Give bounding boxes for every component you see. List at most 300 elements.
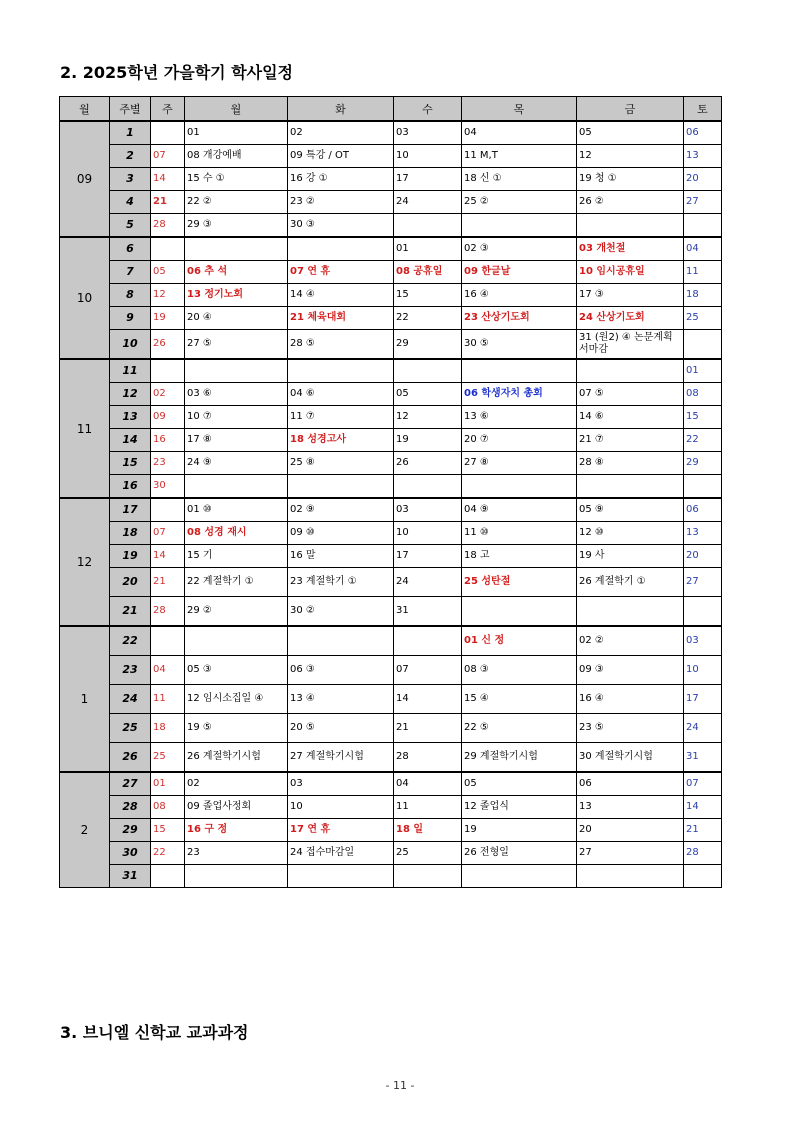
day-cell-sun: 26 xyxy=(151,330,185,360)
day-cell-tue xyxy=(288,626,394,656)
day-cell-thu: 06 학생자치 총회 xyxy=(462,383,577,406)
day-cell-thu xyxy=(462,214,577,238)
day-cell-tue: 18 성경고사 xyxy=(288,429,394,452)
header-thursday: 목 xyxy=(462,97,577,122)
day-cell-sat xyxy=(684,214,722,238)
table-row xyxy=(60,842,722,865)
day-cell-sun: 23 xyxy=(151,452,185,475)
day-cell-wed: 18 일 xyxy=(394,819,462,842)
day-cell-thu: 08 ③ xyxy=(462,656,577,685)
month-label: 09 xyxy=(60,121,110,237)
table-row xyxy=(60,597,722,627)
day-cell-wed xyxy=(394,359,462,383)
day-cell-mon: 02 xyxy=(185,772,288,796)
week-number: 24 xyxy=(110,685,151,714)
day-cell-fri: 06 xyxy=(577,772,684,796)
day-cell-mon: 19 ⑤ xyxy=(185,714,288,743)
day-cell-sat: 17 xyxy=(684,685,722,714)
day-cell-wed: 22 xyxy=(394,307,462,330)
week-number: 17 xyxy=(110,498,151,522)
week-number: 6 xyxy=(110,237,151,261)
day-cell-fri: 27 xyxy=(577,842,684,865)
day-cell-fri: 19 청 ① xyxy=(577,168,684,191)
week-number: 11 xyxy=(110,359,151,383)
day-cell-fri: 16 ④ xyxy=(577,685,684,714)
day-cell-tue: 20 ⑤ xyxy=(288,714,394,743)
day-cell-tue xyxy=(288,475,394,499)
week-number: 29 xyxy=(110,819,151,842)
day-cell-sat: 04 xyxy=(684,237,722,261)
day-cell-tue: 07 연 휴 xyxy=(288,261,394,284)
day-cell-sun: 25 xyxy=(151,743,185,773)
table-row xyxy=(60,214,722,238)
day-cell-fri xyxy=(577,865,684,888)
day-cell-tue: 09 특강 / OT xyxy=(288,145,394,168)
day-cell-fri: 30 계절학기시험 xyxy=(577,743,684,773)
day-cell-sat: 29 xyxy=(684,452,722,475)
day-cell-sat: 20 xyxy=(684,168,722,191)
day-cell-fri: 17 ③ xyxy=(577,284,684,307)
day-cell-sun: 14 xyxy=(151,168,185,191)
day-cell-mon: 03 ⑥ xyxy=(185,383,288,406)
day-cell-sun: 11 xyxy=(151,685,185,714)
day-cell-mon xyxy=(185,475,288,499)
day-cell-wed xyxy=(394,475,462,499)
day-cell-wed: 26 xyxy=(394,452,462,475)
day-cell-wed: 15 xyxy=(394,284,462,307)
day-cell-tue: 06 ③ xyxy=(288,656,394,685)
header-month: 월 xyxy=(60,97,110,122)
day-cell-thu: 09 한글날 xyxy=(462,261,577,284)
day-cell-sat xyxy=(684,597,722,627)
day-cell-mon: 06 추 석 xyxy=(185,261,288,284)
table-row xyxy=(60,452,722,475)
day-cell-sat: 13 xyxy=(684,145,722,168)
month-label: 11 xyxy=(60,359,110,498)
day-cell-thu: 13 ⑥ xyxy=(462,406,577,429)
day-cell-sun: 15 xyxy=(151,819,185,842)
table-row xyxy=(60,796,722,819)
day-cell-mon: 27 ⑤ xyxy=(185,330,288,360)
table-row xyxy=(60,237,722,261)
day-cell-sun: 05 xyxy=(151,261,185,284)
day-cell-fri: 23 ⑤ xyxy=(577,714,684,743)
day-cell-thu: 16 ④ xyxy=(462,284,577,307)
day-cell-thu: 05 xyxy=(462,772,577,796)
day-cell-thu: 23 산상기도회 xyxy=(462,307,577,330)
day-cell-thu: 11 M,T xyxy=(462,145,577,168)
day-cell-sat: 01 xyxy=(684,359,722,383)
day-cell-wed: 28 xyxy=(394,743,462,773)
day-cell-sun xyxy=(151,237,185,261)
day-cell-tue xyxy=(288,865,394,888)
day-cell-mon: 22 ② xyxy=(185,191,288,214)
day-cell-fri xyxy=(577,597,684,627)
day-cell-sat xyxy=(684,330,722,360)
day-cell-tue: 23 ② xyxy=(288,191,394,214)
table-row xyxy=(60,383,722,406)
week-number: 15 xyxy=(110,452,151,475)
day-cell-sat: 13 xyxy=(684,522,722,545)
day-cell-wed: 04 xyxy=(394,772,462,796)
table-row xyxy=(60,475,722,499)
day-cell-sun: 07 xyxy=(151,145,185,168)
day-cell-thu: 18 고 xyxy=(462,545,577,568)
day-cell-sat: 28 xyxy=(684,842,722,865)
header-wednesday: 수 xyxy=(394,97,462,122)
section-title-schedule: 2. 2025학년 가을학기 학사일정 xyxy=(60,63,294,82)
day-cell-sat: 18 xyxy=(684,284,722,307)
day-cell-thu: 19 xyxy=(462,819,577,842)
day-cell-fri: 20 xyxy=(577,819,684,842)
day-cell-sat: 14 xyxy=(684,796,722,819)
day-cell-mon: 01 ⑩ xyxy=(185,498,288,522)
day-cell-sun xyxy=(151,498,185,522)
day-cell-thu: 01 신 정 xyxy=(462,626,577,656)
academic-calendar-table xyxy=(59,96,722,888)
day-cell-mon: 23 xyxy=(185,842,288,865)
day-cell-wed xyxy=(394,214,462,238)
day-cell-mon: 10 ⑦ xyxy=(185,406,288,429)
header-friday: 금 xyxy=(577,97,684,122)
day-cell-sun xyxy=(151,359,185,383)
day-cell-thu xyxy=(462,865,577,888)
day-cell-thu: 26 전형일 xyxy=(462,842,577,865)
day-cell-mon xyxy=(185,359,288,383)
day-cell-fri: 10 임시공휴일 xyxy=(577,261,684,284)
day-cell-mon: 22 계절학기 ① xyxy=(185,568,288,597)
week-number: 13 xyxy=(110,406,151,429)
day-cell-mon: 16 구 정 xyxy=(185,819,288,842)
day-cell-mon: 29 ② xyxy=(185,597,288,627)
day-cell-mon: 20 ④ xyxy=(185,307,288,330)
day-cell-wed xyxy=(394,626,462,656)
day-cell-tue: 11 ⑦ xyxy=(288,406,394,429)
day-cell-mon: 12 임시소집일 ④ xyxy=(185,685,288,714)
week-number: 31 xyxy=(110,865,151,888)
table-row xyxy=(60,406,722,429)
day-cell-mon xyxy=(185,865,288,888)
day-cell-tue: 09 ⑩ xyxy=(288,522,394,545)
day-cell-sat: 15 xyxy=(684,406,722,429)
day-cell-thu xyxy=(462,475,577,499)
day-cell-wed: 11 xyxy=(394,796,462,819)
day-cell-wed: 10 xyxy=(394,145,462,168)
week-number: 16 xyxy=(110,475,151,499)
day-cell-thu: 02 ③ xyxy=(462,237,577,261)
day-cell-sun: 08 xyxy=(151,796,185,819)
day-cell-tue: 10 xyxy=(288,796,394,819)
week-number: 25 xyxy=(110,714,151,743)
week-number: 23 xyxy=(110,656,151,685)
day-cell-sat: 10 xyxy=(684,656,722,685)
week-number: 14 xyxy=(110,429,151,452)
day-cell-thu xyxy=(462,597,577,627)
week-number: 5 xyxy=(110,214,151,238)
day-cell-thu: 15 ④ xyxy=(462,685,577,714)
day-cell-wed: 31 xyxy=(394,597,462,627)
day-cell-sun: 28 xyxy=(151,214,185,238)
day-cell-sun: 22 xyxy=(151,842,185,865)
table-row xyxy=(60,307,722,330)
week-number: 2 xyxy=(110,145,151,168)
day-cell-wed: 01 xyxy=(394,237,462,261)
table-row xyxy=(60,168,722,191)
month-label: 12 xyxy=(60,498,110,626)
day-cell-sun: 04 xyxy=(151,656,185,685)
day-cell-thu: 04 ⑨ xyxy=(462,498,577,522)
week-number: 30 xyxy=(110,842,151,865)
week-number: 10 xyxy=(110,330,151,360)
day-cell-sat: 06 xyxy=(684,498,722,522)
table-row xyxy=(60,429,722,452)
day-cell-mon: 24 ⑨ xyxy=(185,452,288,475)
day-cell-sun: 21 xyxy=(151,191,185,214)
day-cell-tue: 16 말 xyxy=(288,545,394,568)
day-cell-mon xyxy=(185,626,288,656)
day-cell-tue xyxy=(288,359,394,383)
day-cell-sun xyxy=(151,121,185,145)
day-cell-sun xyxy=(151,865,185,888)
day-cell-sun: 18 xyxy=(151,714,185,743)
table-header-row xyxy=(60,97,722,122)
day-cell-wed: 17 xyxy=(394,168,462,191)
table-row xyxy=(60,568,722,597)
day-cell-fri: 12 xyxy=(577,145,684,168)
table-row xyxy=(60,359,722,383)
day-cell-wed: 03 xyxy=(394,498,462,522)
day-cell-sun: 16 xyxy=(151,429,185,452)
week-number: 9 xyxy=(110,307,151,330)
week-number: 19 xyxy=(110,545,151,568)
table-row xyxy=(60,743,722,773)
day-cell-thu: 25 성탄절 xyxy=(462,568,577,597)
day-cell-sat: 22 xyxy=(684,429,722,452)
table-row xyxy=(60,656,722,685)
calendar-body xyxy=(60,121,722,888)
day-cell-fri: 26 계절학기 ① xyxy=(577,568,684,597)
day-cell-fri: 09 ③ xyxy=(577,656,684,685)
day-cell-thu: 29 계절학기시험 xyxy=(462,743,577,773)
day-cell-sat: 25 xyxy=(684,307,722,330)
day-cell-fri: 07 ⑤ xyxy=(577,383,684,406)
week-number: 21 xyxy=(110,597,151,627)
day-cell-tue: 17 연 휴 xyxy=(288,819,394,842)
day-cell-tue: 23 계절학기 ① xyxy=(288,568,394,597)
day-cell-sat xyxy=(684,475,722,499)
day-cell-mon: 09 졸업사정회 xyxy=(185,796,288,819)
table-row xyxy=(60,772,722,796)
day-cell-wed: 17 xyxy=(394,545,462,568)
day-cell-fri: 26 ② xyxy=(577,191,684,214)
day-cell-sun: 19 xyxy=(151,307,185,330)
day-cell-fri: 12 ⑩ xyxy=(577,522,684,545)
table-row xyxy=(60,545,722,568)
table-row xyxy=(60,121,722,145)
day-cell-sat: 11 xyxy=(684,261,722,284)
day-cell-thu xyxy=(462,359,577,383)
day-cell-fri xyxy=(577,359,684,383)
week-number: 7 xyxy=(110,261,151,284)
day-cell-mon: 08 개강예배 xyxy=(185,145,288,168)
day-cell-mon: 01 xyxy=(185,121,288,145)
day-cell-wed xyxy=(394,865,462,888)
day-cell-tue: 03 xyxy=(288,772,394,796)
day-cell-fri: 28 ⑧ xyxy=(577,452,684,475)
day-cell-tue: 25 ⑧ xyxy=(288,452,394,475)
table-row xyxy=(60,522,722,545)
day-cell-sat: 21 xyxy=(684,819,722,842)
day-cell-fri xyxy=(577,214,684,238)
day-cell-sat: 08 xyxy=(684,383,722,406)
day-cell-wed: 10 xyxy=(394,522,462,545)
day-cell-mon: 13 정기노회 xyxy=(185,284,288,307)
day-cell-fri: 05 xyxy=(577,121,684,145)
day-cell-wed: 12 xyxy=(394,406,462,429)
table-row xyxy=(60,819,722,842)
day-cell-sun: 28 xyxy=(151,597,185,627)
table-row xyxy=(60,284,722,307)
day-cell-thu: 04 xyxy=(462,121,577,145)
week-number: 4 xyxy=(110,191,151,214)
day-cell-mon: 15 기 xyxy=(185,545,288,568)
day-cell-thu: 25 ② xyxy=(462,191,577,214)
day-cell-mon xyxy=(185,237,288,261)
day-cell-wed: 29 xyxy=(394,330,462,360)
day-cell-mon: 29 ③ xyxy=(185,214,288,238)
day-cell-tue: 21 체육대회 xyxy=(288,307,394,330)
table-row xyxy=(60,865,722,888)
day-cell-wed: 05 xyxy=(394,383,462,406)
day-cell-tue: 14 ④ xyxy=(288,284,394,307)
day-cell-fri: 02 ② xyxy=(577,626,684,656)
day-cell-sun: 12 xyxy=(151,284,185,307)
day-cell-tue: 27 계절학기시험 xyxy=(288,743,394,773)
day-cell-sun: 09 xyxy=(151,406,185,429)
month-label: 1 xyxy=(60,626,110,772)
day-cell-fri xyxy=(577,475,684,499)
day-cell-sun: 07 xyxy=(151,522,185,545)
header-tuesday: 화 xyxy=(288,97,394,122)
day-cell-tue: 16 강 ① xyxy=(288,168,394,191)
day-cell-thu: 11 ⑩ xyxy=(462,522,577,545)
day-cell-wed: 25 xyxy=(394,842,462,865)
day-cell-mon: 08 성경 재시 xyxy=(185,522,288,545)
table-row xyxy=(60,330,722,360)
header-week-number: 주별 xyxy=(110,97,151,122)
day-cell-tue: 24 접수마감일 xyxy=(288,842,394,865)
day-cell-sat: 24 xyxy=(684,714,722,743)
week-number: 20 xyxy=(110,568,151,597)
day-cell-mon: 26 계절학기시험 xyxy=(185,743,288,773)
day-cell-fri: 13 xyxy=(577,796,684,819)
day-cell-thu: 27 ⑧ xyxy=(462,452,577,475)
week-number: 28 xyxy=(110,796,151,819)
day-cell-sun: 14 xyxy=(151,545,185,568)
day-cell-sun xyxy=(151,626,185,656)
week-number: 26 xyxy=(110,743,151,773)
day-cell-sat xyxy=(684,865,722,888)
day-cell-wed: 24 xyxy=(394,568,462,597)
week-number: 3 xyxy=(110,168,151,191)
day-cell-tue xyxy=(288,237,394,261)
table-row xyxy=(60,714,722,743)
day-cell-wed: 08 공휴일 xyxy=(394,261,462,284)
day-cell-thu: 22 ⑤ xyxy=(462,714,577,743)
section-title-curriculum: 3. 브니엘 신학교 교과과정 xyxy=(60,1023,249,1042)
day-cell-sat: 07 xyxy=(684,772,722,796)
day-cell-tue: 28 ⑤ xyxy=(288,330,394,360)
day-cell-fri: 24 산상기도회 xyxy=(577,307,684,330)
day-cell-sat: 20 xyxy=(684,545,722,568)
day-cell-mon: 05 ③ xyxy=(185,656,288,685)
page-number: - 11 - xyxy=(385,1079,415,1092)
table-row xyxy=(60,261,722,284)
day-cell-tue: 02 xyxy=(288,121,394,145)
day-cell-mon: 15 수 ① xyxy=(185,168,288,191)
week-number: 8 xyxy=(110,284,151,307)
day-cell-sat: 27 xyxy=(684,191,722,214)
day-cell-thu: 18 신 ① xyxy=(462,168,577,191)
week-number: 22 xyxy=(110,626,151,656)
header-saturday: 토 xyxy=(684,97,722,122)
day-cell-sat: 03 xyxy=(684,626,722,656)
day-cell-tue: 30 ② xyxy=(288,597,394,627)
day-cell-sun: 30 xyxy=(151,475,185,499)
table-row xyxy=(60,498,722,522)
day-cell-sat: 31 xyxy=(684,743,722,773)
week-number: 12 xyxy=(110,383,151,406)
day-cell-wed: 03 xyxy=(394,121,462,145)
day-cell-wed: 24 xyxy=(394,191,462,214)
day-cell-thu: 12 졸업식 xyxy=(462,796,577,819)
day-cell-sun: 21 xyxy=(151,568,185,597)
day-cell-mon: 17 ⑧ xyxy=(185,429,288,452)
header-sunday: 주 xyxy=(151,97,185,122)
day-cell-tue: 13 ④ xyxy=(288,685,394,714)
day-cell-sun: 01 xyxy=(151,772,185,796)
header-monday: 월 xyxy=(185,97,288,122)
day-cell-wed: 07 xyxy=(394,656,462,685)
day-cell-tue: 04 ⑥ xyxy=(288,383,394,406)
table-row xyxy=(60,626,722,656)
week-number: 18 xyxy=(110,522,151,545)
day-cell-sat: 06 xyxy=(684,121,722,145)
day-cell-fri: 31 (원2) ④ 논문계획서마감 xyxy=(577,330,684,360)
table-row xyxy=(60,191,722,214)
week-number: 1 xyxy=(110,121,151,145)
month-label: 10 xyxy=(60,237,110,359)
table-row xyxy=(60,145,722,168)
day-cell-sun: 02 xyxy=(151,383,185,406)
day-cell-fri: 21 ⑦ xyxy=(577,429,684,452)
day-cell-fri: 03 개천절 xyxy=(577,237,684,261)
table-row xyxy=(60,685,722,714)
day-cell-fri: 19 사 xyxy=(577,545,684,568)
day-cell-fri: 14 ⑥ xyxy=(577,406,684,429)
day-cell-thu: 30 ⑤ xyxy=(462,330,577,360)
day-cell-tue: 02 ⑨ xyxy=(288,498,394,522)
day-cell-fri: 05 ⑨ xyxy=(577,498,684,522)
month-label: 2 xyxy=(60,772,110,888)
day-cell-wed: 19 xyxy=(394,429,462,452)
day-cell-tue: 30 ③ xyxy=(288,214,394,238)
day-cell-wed: 14 xyxy=(394,685,462,714)
day-cell-wed: 21 xyxy=(394,714,462,743)
week-number: 27 xyxy=(110,772,151,796)
day-cell-thu: 20 ⑦ xyxy=(462,429,577,452)
day-cell-sat: 27 xyxy=(684,568,722,597)
